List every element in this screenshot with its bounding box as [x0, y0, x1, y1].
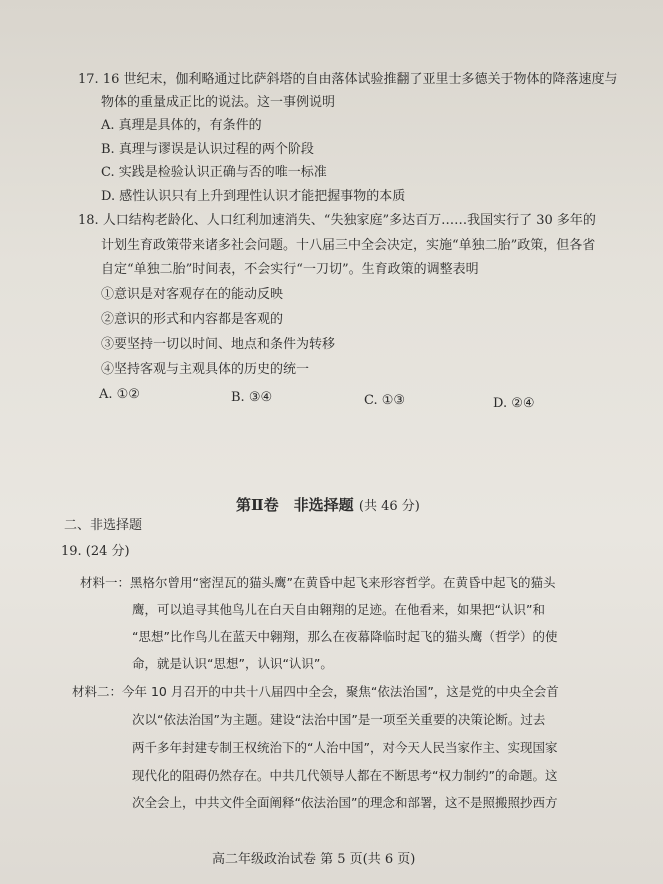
q19-material2-line-4: 现代化的阻碍仍然存在。中共几代领导人都在不断思考“权力制约”的命题。这	[132, 768, 558, 783]
q18-stem-line-3: 自定“单独二胎”时间表，不会实行“一刀切”。生育政策的调整表明	[101, 262, 479, 277]
q17-option-c: C. 实践是检验认识正确与否的唯一标准	[101, 165, 327, 180]
section-title-text: 第Ⅱ卷 非选择题	[236, 496, 354, 514]
q19-header: 19. (24 分)	[61, 544, 130, 559]
q18-item-3: ③要坚持一切以时间、地点和条件为转移	[101, 337, 336, 352]
q18-option-d: D. ②④	[493, 396, 535, 411]
section-title	[236, 494, 420, 515]
q19-material2-line-5: 次全会上，中共文件全面阐释“依法治国”的理念和部署，这不是照搬照抄西方	[132, 795, 558, 810]
q19-material2-line-2: 次以“依法治国”为主题。建设“法治中国”是一项至关重要的决策论断。过去	[132, 712, 546, 727]
page-footer: 高二年级政治试卷 第 5 页(共 6 页)	[212, 852, 416, 867]
q18-stem-line-2: 计划生育政策带来诸多社会问题。十八届三中全会决定，实施“单独二胎”政策，但各省	[101, 238, 596, 253]
section-part-label: 二、非选择题	[64, 518, 143, 533]
q18-item-1: ①意识是对客观存在的能动反映	[101, 287, 284, 302]
q18-stem-line-1: 18. 人口结构老龄化、人口红利加速消失、“失独家庭”多达百万……我国实行了 30 多年的	[78, 213, 596, 228]
q19-material1-line-1: 材料一：黑格尔曾用“密涅瓦的猫头鹰”在黄昏中起飞来形容哲学。在黄昏中起飞的猫头	[80, 575, 556, 590]
q18-option-c: C. ①③	[364, 393, 406, 408]
q19-material2-line-1: 材料二：今年 10 月召开的中共十八届四中全会，聚焦“依法治国”，这是党的中央全会首	[72, 684, 559, 699]
q19-material1-line-3: “思想”比作鸟儿在蓝天中翱翔，那么在夜幕降临时起飞的猫头鹰（哲学）的使	[132, 629, 558, 644]
q17-option-d: D. 感性认识只有上升到理性认识才能把握事物的本质	[101, 189, 406, 204]
q17-option-b: B. 真理与谬误是认识过程的两个阶段	[101, 142, 314, 157]
q19-material1-line-2: 鹰，可以追寻其他鸟儿在白天自由翱翔的足迹。在他看来，如果把“认识”和	[132, 602, 545, 617]
q18-option-b: B. ③④	[231, 390, 273, 405]
q19-material1-line-4: 命，就是认识“思想”，认识“认识”。	[132, 656, 333, 671]
q19-material2-line-3: 两千多年封建专制王权统治下的“人治中国”，对今天人民当家作主、实现国家	[132, 740, 558, 755]
q17-stem-line-1: 17. 16 世纪末，伽利略通过比萨斜塔的自由落体试验推翻了亚里士多德关于物体的降落速度与	[78, 72, 618, 87]
section-score: (共 46 分)	[358, 499, 420, 514]
q18-item-2: ②意识的形式和内容都是客观的	[101, 312, 284, 327]
q18-item-4: ④坚持客观与主观具体的历史的统一	[101, 362, 310, 377]
q17-option-a: A. 真理是具体的，有条件的	[101, 118, 262, 133]
q18-option-a: A. ①②	[99, 387, 140, 402]
q17-stem-line-2: 物体的重量成正比的说法。这一事例说明	[101, 95, 336, 110]
